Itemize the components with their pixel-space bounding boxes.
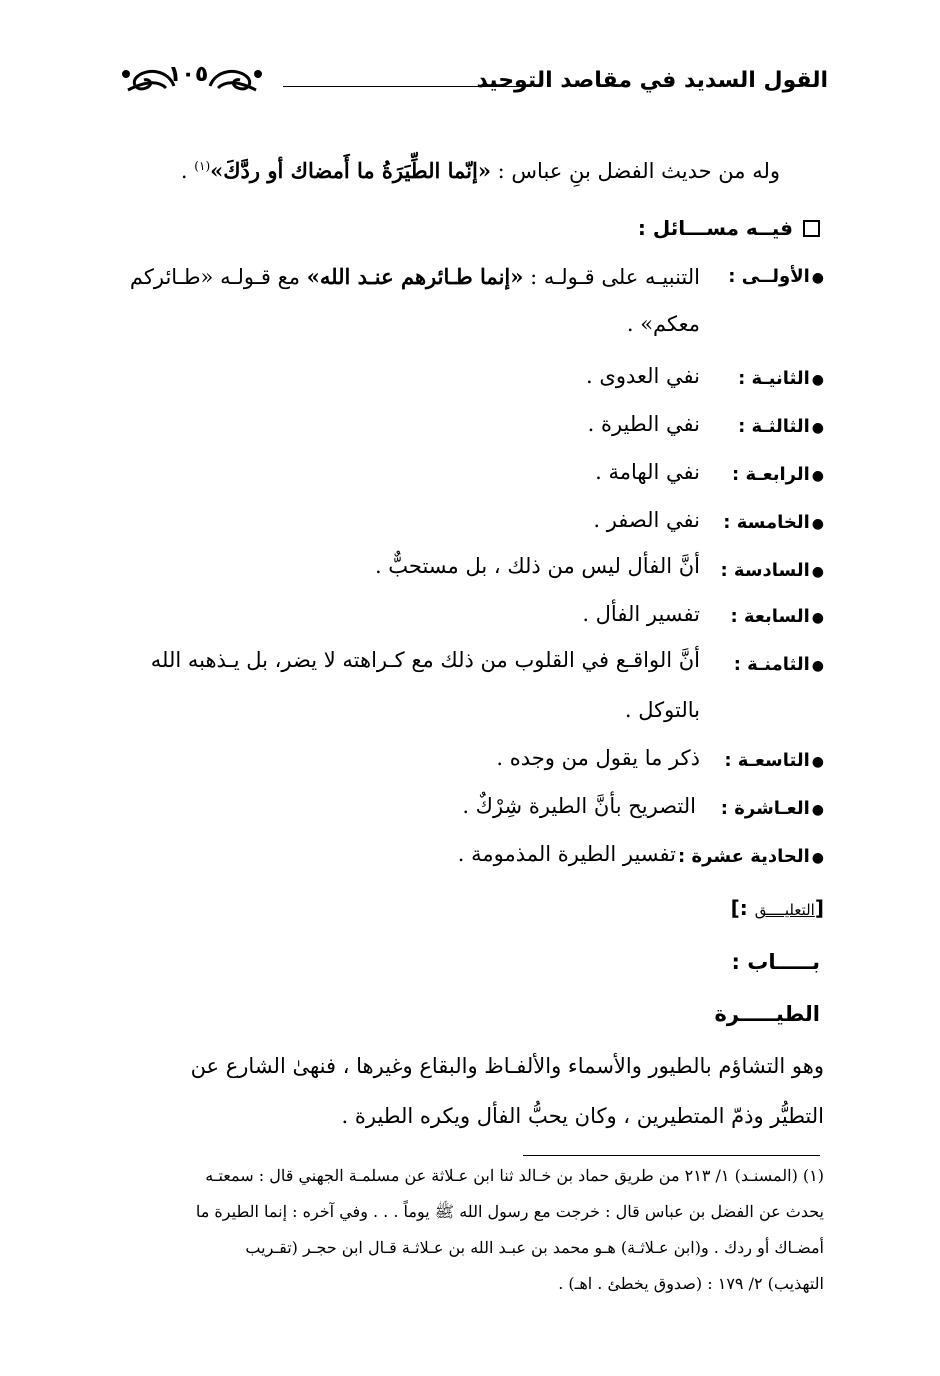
issue-text: نفي الطيرة . bbox=[587, 412, 700, 436]
issue-label: ●العـاشرة : bbox=[720, 798, 824, 819]
issue-text: تفسير الطيرة المذمومة . bbox=[457, 842, 676, 866]
footnote-line: أمضـاك أو ردك . و(ابن عـلاثـة) هـو محمد بن عبـد الله بن عـلاثـة قـال ابن حجـر (تقـريب bbox=[245, 1238, 824, 1257]
issue-text-continuation: بالتوكل . bbox=[624, 698, 700, 722]
paragraph-line: وهو التشاؤم بالطيور والأسماء والألفـاظ والبقاع وغيرها ، فنهىٰ الشارع عن bbox=[190, 1054, 824, 1078]
quran-quote: «إنما طـائرهم عنـد الله» bbox=[306, 264, 524, 289]
issue-text: تفسير الفأل . bbox=[582, 602, 700, 626]
issue-text: نفي الصفر . bbox=[593, 508, 700, 532]
issue-label: ●الثامنـة : bbox=[733, 654, 824, 675]
footnote-reference: (١) bbox=[194, 159, 211, 173]
issue-text: أنَّ الواقـع في القلوب من ذلك مع كـراهته لا يضر، بل يـذهبه الله bbox=[150, 648, 700, 672]
issues-heading-text: فيــه مســـائل : bbox=[637, 216, 793, 240]
issue-label: ●السادسة : bbox=[720, 560, 824, 581]
issue-label: ●الأولــى : bbox=[728, 266, 824, 287]
issue-text: ذكر ما يقول من وجده . bbox=[496, 746, 700, 770]
chapter-label: بـــــاب : bbox=[731, 950, 820, 974]
footnote-rule bbox=[523, 1155, 820, 1156]
issue-label: ●الثالثـة : bbox=[738, 416, 824, 437]
issue-text: التنبيـه على قـولـه : «إنما طـائرهم عنـد الله» مع قـولـه «طـائركم bbox=[129, 264, 700, 289]
issue-label: ●الرابعـة : bbox=[732, 464, 824, 485]
issue-label: ●الثانيـة : bbox=[738, 368, 824, 389]
issues-heading bbox=[638, 216, 820, 240]
footnote-line: (١) (المسنـد) ١/ ٢١٣ من طريق حماد بن خـالد ثنا ابن عـلاثة عن مسلمـة الجهني قال : سمعتـه bbox=[205, 1166, 824, 1185]
square-bullet-icon bbox=[803, 220, 820, 237]
paragraph-line: التطيُّر وذمّ المتطيرين ، وكان يحبُّ الفأل ويكره الطيرة . bbox=[341, 1104, 824, 1128]
intro-suffix: . bbox=[180, 159, 188, 183]
page-number: ١٠٥ bbox=[168, 62, 209, 87]
ornament-icon bbox=[206, 66, 264, 96]
running-header-title: القول السديد في مقاصد التوحيد bbox=[476, 68, 828, 93]
issue-label: ●السابعة : bbox=[730, 606, 824, 627]
footnote-line: التهذيب) ٢/ ١٧٩ : (صدوق يخطئ . اهـ) . bbox=[558, 1274, 824, 1293]
issue-text: أنَّ الفأل ليس من ذلك ، بل مستحبٌّ . bbox=[374, 554, 700, 578]
footnote-line: يحدث عن الفضل بن عباس قال : خرجت مع رسول الله ﷺ يوماً . . . وفي آخره : إنما الطيرة ما bbox=[195, 1202, 824, 1221]
intro-prefix: وله من حديث الفضل بنِ عباس : bbox=[497, 159, 780, 183]
issue-label: ●الحادية عشرة : bbox=[678, 846, 824, 867]
issue-label: ●الخامسة : bbox=[723, 512, 824, 533]
header-rule bbox=[283, 86, 529, 87]
issue-text-continuation: معكم» . bbox=[626, 312, 700, 336]
ornament-icon bbox=[122, 66, 178, 96]
chapter-title: الطيـــــرة bbox=[714, 1002, 820, 1026]
hadith-quote: «إنّما الطِّيَرَةُ ما أَمضاك أو ردَّكَ» bbox=[210, 158, 491, 183]
commentary-heading: [التعليــــق :] bbox=[730, 896, 824, 920]
issue-text: نفي الهامة . bbox=[595, 460, 700, 484]
intro-line bbox=[181, 158, 780, 183]
issue-label: ●التاسعـة : bbox=[724, 750, 824, 771]
issue-text: نفي العدوى . bbox=[586, 364, 700, 388]
issue-text: التصريح بأنَّ الطيرة شِرْكٌ . bbox=[462, 794, 696, 818]
